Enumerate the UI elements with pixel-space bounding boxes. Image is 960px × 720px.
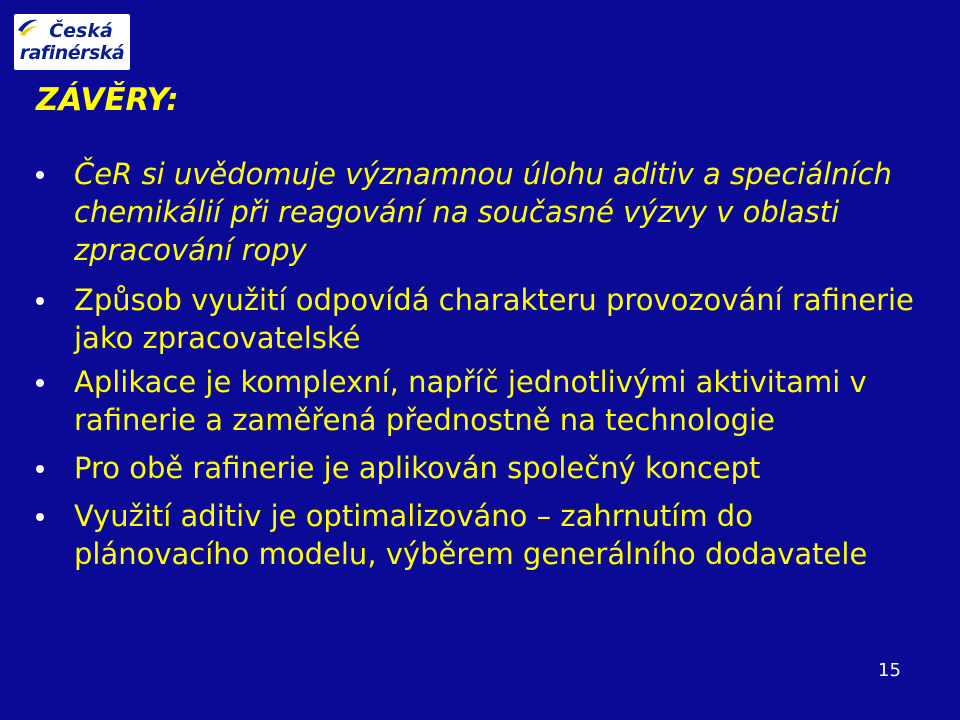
slide-title: ZÁVĚRY: — [36, 82, 179, 118]
logo-text-line1: Česká — [49, 20, 113, 42]
bullet-text: Pro obě rafinerie je aplikován společný koncept — [74, 451, 761, 485]
bullet-list — [0, 155, 960, 585]
bullet-text: ČeR si uvědomuje významnou úlohu aditiv a speciálních chemikálií při reagování na současné výzvy v oblasti zpracování ropy — [74, 157, 892, 267]
bullet-item — [0, 363, 960, 439]
bullet-text: Aplikace je komplexní, napříč jednotlivými aktivitami v rafinerie a zaměřená přednostně na technologie — [74, 365, 867, 437]
bullet-dot-icon — [36, 297, 44, 305]
bullet-dot-icon — [36, 465, 44, 473]
bullet-item — [0, 281, 960, 357]
bullet-item — [0, 449, 960, 487]
company-logo — [14, 14, 130, 70]
bullet-dot-icon — [36, 513, 44, 521]
bullet-dot-icon — [36, 379, 44, 387]
logo-text-line2: rafinérská — [19, 42, 125, 64]
bullet-text: Využití aditiv je optimalizováno – zahrnutím do plánovacího modelu, výběrem generálního dodavatele — [74, 499, 868, 571]
bullet-dot-icon — [36, 171, 44, 179]
bullet-item — [0, 497, 960, 573]
bullet-text: Způsob využití odpovídá charakteru provozování rafinerie jako zpracovatelské — [74, 283, 914, 355]
bullet-item — [0, 155, 960, 269]
page-number: 15 — [878, 660, 901, 681]
